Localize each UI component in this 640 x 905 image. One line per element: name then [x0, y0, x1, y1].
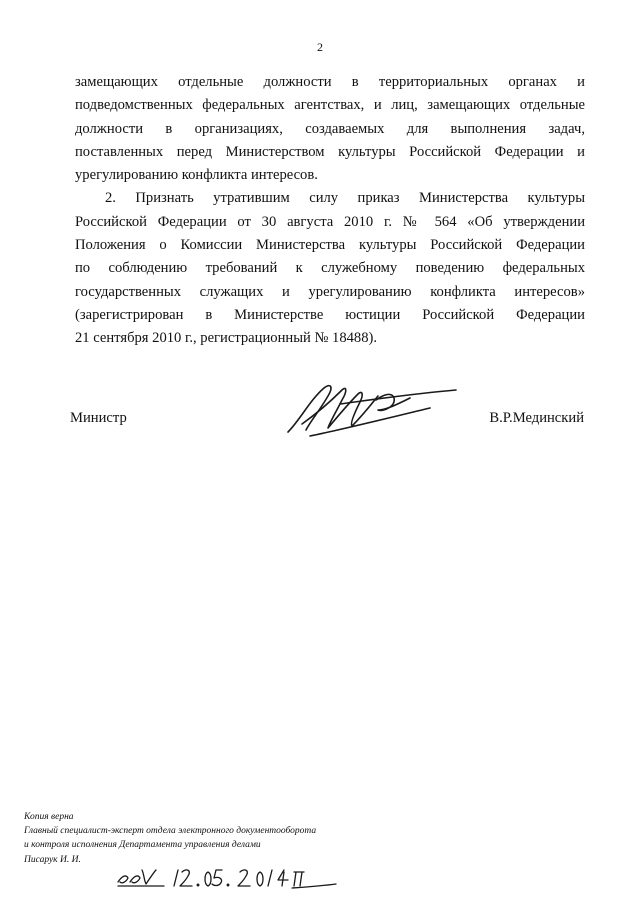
paragraph-2	[75, 187, 585, 350]
page-number: 2	[317, 40, 323, 54]
document-body	[75, 71, 585, 351]
text-line: поставленных перед Министерством культуры Российской Федерации и	[75, 143, 585, 160]
text-line: государственных служащих и урегулированию конфликта интересов»	[75, 283, 585, 300]
text-line: (зарегистрирован в Министерстве юстиции Российской Федерации	[75, 306, 585, 323]
copy-certification	[24, 810, 316, 867]
text-line: урегулированию конфликта интересов.	[75, 167, 318, 184]
text-line: по соблюдению требований к служебному поведению федеральных	[75, 260, 585, 277]
signatory-title: Министр	[70, 410, 127, 426]
text-line: должности в организациях, создаваемых для выполнения задач,	[75, 120, 585, 137]
copy-line: и контроля исполнения Департамента управления делами	[24, 840, 261, 851]
text-line: замещающих отдельные должности в территориальных органах и	[75, 74, 585, 90]
copy-line: Главный специалист-эксперт отдела электронного документооборота	[24, 826, 317, 837]
signature-row	[70, 410, 584, 440]
text-line: 21 сентября 2010 г., регистрационный № 18488).	[75, 330, 378, 347]
handwritten-initials-icon	[116, 862, 346, 890]
text-line: подведомственных федеральных агентствах, и лиц, замещающих отдельные	[75, 97, 585, 114]
text-line: Российской Федерации от 30 августа 2010 г. № 564 «Об утверждении	[75, 213, 585, 230]
text-line: Положения о Комиссии Министерства культуры Российской Федерации	[75, 237, 585, 254]
paragraph-1	[75, 71, 585, 187]
text-line: 2. Признать утратившим силу приказ Министерства культуры	[105, 190, 585, 207]
copy-line: Писарук И. И.	[24, 854, 81, 865]
copy-line: Копия верна	[24, 812, 74, 822]
handwritten-signature-icon	[280, 380, 460, 440]
signatory-name: В.Р.Мединский	[489, 410, 584, 426]
